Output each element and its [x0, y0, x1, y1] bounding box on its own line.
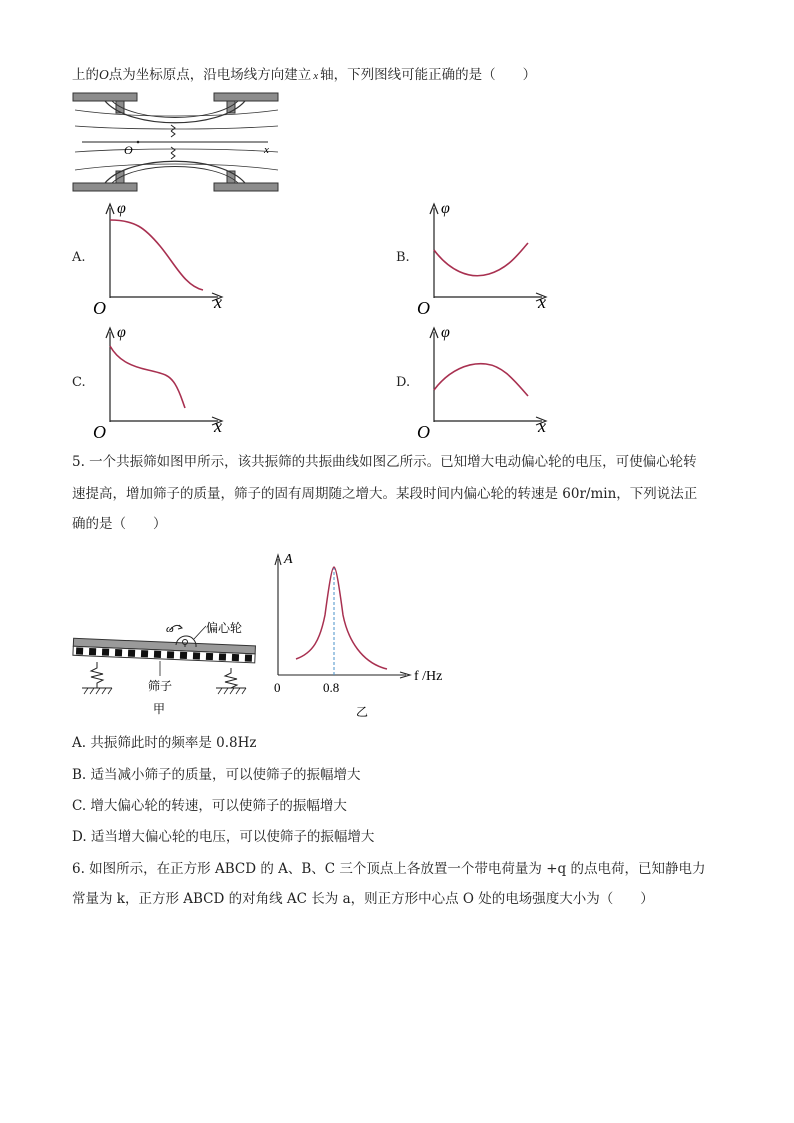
sieve-body — [73, 638, 256, 663]
q6-line1: 6. 如图所示，在正方形 ABCD 的 A、B、C 三个顶点上各放置一个带电荷量为 +q 的点电荷，已知静电力 — [72, 861, 706, 877]
top-plate — [73, 93, 278, 113]
option-c-label: C. — [72, 375, 86, 390]
y-axis-label: φ — [117, 200, 126, 217]
wheel-label: 偏心轮 — [206, 621, 243, 635]
electrode-figure — [70, 90, 285, 195]
omega-label: ω — [166, 623, 174, 635]
q4-stem-O: O — [99, 67, 109, 82]
y-axis-label: φ — [117, 324, 126, 341]
curve-c — [110, 346, 185, 408]
y-axis-label: A — [284, 552, 293, 567]
q4-stem-part1: 上的 — [72, 67, 99, 83]
q5-option-a: A. 共振筛此时的频率是 0.8Hz — [72, 735, 257, 751]
wheel-leader-line — [194, 626, 206, 639]
x-axis-label: x — [264, 144, 269, 156]
q5-line3: 确的是（ ） — [72, 516, 167, 532]
bottom-electrode-arc — [105, 161, 245, 183]
origin-label: O — [93, 298, 106, 318]
graph-b — [414, 198, 554, 318]
q4-stem — [72, 66, 536, 85]
q5-option-d: D. 适当增大偏心轮的电压，可以使筛子的振幅增大 — [72, 829, 375, 845]
origin-label: O — [93, 422, 106, 442]
origin-label: O — [417, 298, 430, 318]
x-axis-label: x — [214, 292, 222, 312]
q5-option-c: C. 增大偏心轮的转速，可以使筛子的振幅增大 — [72, 798, 347, 814]
curve-b — [434, 243, 528, 276]
origin-label: O — [124, 143, 133, 157]
q5-option-b: B. 适当减小筛子的质量，可以使筛子的振幅增大 — [72, 767, 361, 783]
option-a-label: A. — [72, 250, 86, 265]
q4-stem-part2: 点为坐标原点，沿电场线方向建立 — [108, 67, 312, 83]
right-spring — [216, 668, 246, 694]
q4-stem-part3: 轴，下列图线可能正确的是（ ） — [320, 67, 537, 83]
origin-point — [137, 141, 140, 144]
q5-line1: 5. 一个共振筛如图甲所示，该共振筛的共振曲线如图乙所示。已知增大电动偏心轮的电压，可使偏心轮转 — [72, 454, 697, 470]
graph-a — [90, 198, 230, 318]
graph-c — [90, 322, 230, 442]
x-axis-label: f /Hz — [414, 669, 443, 684]
left-spring — [82, 662, 112, 694]
x-axis-label: x — [538, 416, 546, 436]
top-electrode-arc — [105, 101, 245, 123]
figure-jia-caption: 甲 — [153, 702, 166, 716]
q6-line2: 常量为 k，正方形 ABCD 的对角线 AC 长为 a，则正方形中心点 O 处的电场强度大小为（ ） — [72, 891, 654, 907]
x-axis-label: x — [214, 416, 222, 436]
y-axis-label: φ — [441, 324, 450, 341]
bottom-plate — [73, 171, 278, 191]
x-axis-label: x — [538, 292, 546, 312]
q4-stem-x: x — [313, 70, 319, 82]
curve-d — [434, 364, 528, 396]
y-axis-label: φ — [441, 200, 450, 217]
curve-a — [110, 220, 203, 290]
resonance-curve-figure — [268, 545, 458, 720]
graph-d — [414, 322, 554, 442]
option-b-label: B. — [396, 250, 410, 265]
origin-label: 0 — [274, 680, 281, 695]
sieve-label: 筛子 — [148, 679, 173, 693]
sieve-figure — [70, 610, 260, 720]
figure-yi-caption: 乙 — [356, 705, 369, 719]
peak-tick-label: 0.8 — [323, 680, 340, 695]
origin-label: O — [417, 422, 430, 442]
q5-line2: 速提高，增加筛子的质量，筛子的固有周期随之增大。某段时间内偏心轮的转速是 60r/min，下列说法正 — [72, 486, 698, 502]
resonance-curve — [296, 567, 387, 669]
option-d-label: D. — [396, 375, 411, 390]
